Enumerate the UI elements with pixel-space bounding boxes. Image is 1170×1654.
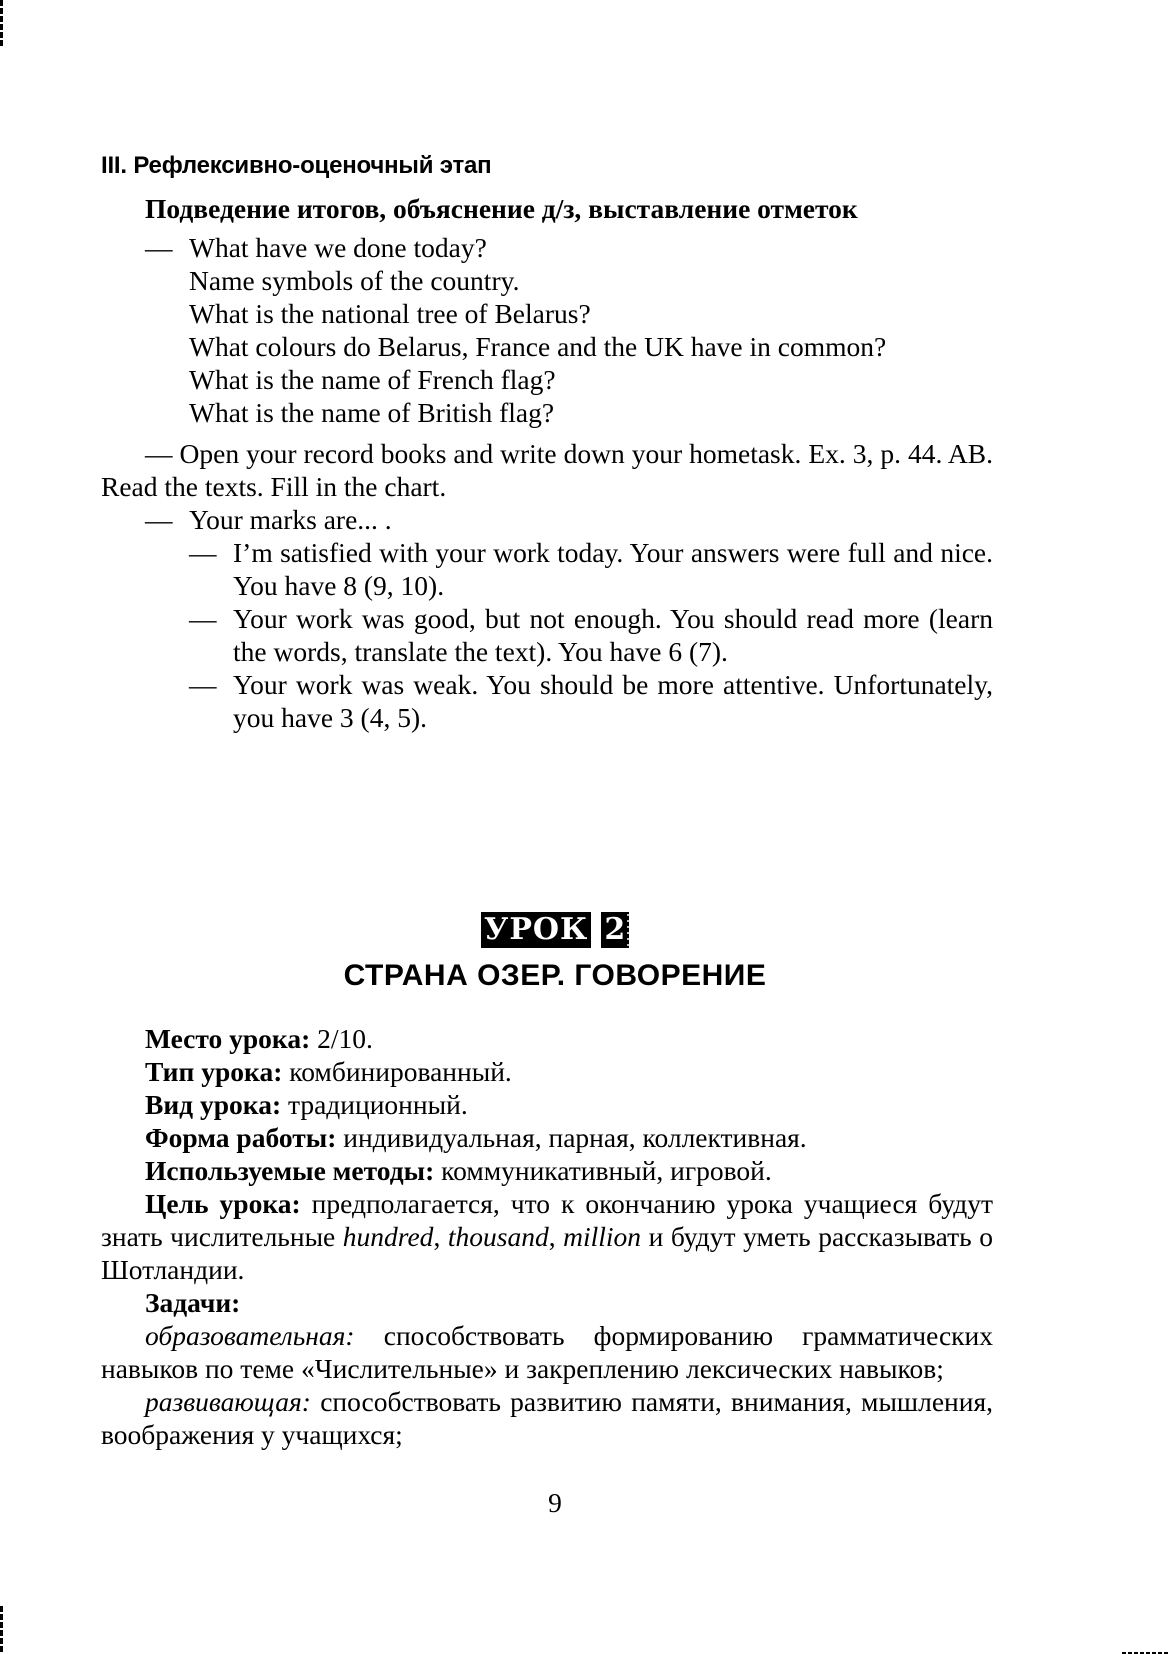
page-number: 9 bbox=[548, 1487, 562, 1518]
reflection-questions bbox=[101, 231, 993, 429]
lesson-info bbox=[101, 1022, 993, 1451]
lesson-badge-word: УРОК bbox=[481, 912, 591, 948]
mark-comment: — I’m satisfied with your work today. Your answers were full and nice. You have 8 (9, 10). bbox=[189, 537, 993, 601]
dash: — bbox=[145, 232, 173, 263]
question-line: What is the name of French flag? bbox=[189, 364, 556, 395]
lesson-badge-number: 2 bbox=[601, 912, 629, 948]
lesson-badge bbox=[481, 912, 629, 948]
section-heading: III. Рефлексивно-оценочный этап bbox=[101, 152, 492, 179]
info-task-developing: развивающая: способствовать развитию памяти, внимания, мышления, воображения у учащихся; bbox=[101, 1386, 993, 1450]
question-line: What is the national tree of Belarus? bbox=[189, 298, 591, 329]
hometask-paragraph: — Open your record books and write down your hometask. Ex. 3, p. 44. AB. Read the texts. Fill in the chart. bbox=[101, 438, 993, 502]
lesson-title: СТРАНА ОЗЕР. ГОВОРЕНИЕ bbox=[343, 959, 767, 992]
info-methods: Используемые методы: коммуникативный, игровой. bbox=[145, 1155, 772, 1186]
info-tasks: Задачи: bbox=[145, 1287, 241, 1318]
question-line: — What have we done today? bbox=[145, 232, 487, 263]
mark-comment: — Your work was weak. You should be more attentive. Unfortunately, you have 3 (4, 5). bbox=[189, 669, 993, 733]
info-goal: Цель урока: предполагается, что к окончанию урока учащиеся будут знать числительные hundred, thousand, million и будут уметь рассказывать о Шотландии. bbox=[101, 1188, 994, 1285]
info-place: Место урока: 2/10. bbox=[145, 1023, 373, 1054]
section-subheading: Подведение итогов, объяснение д/з, выставление отметок bbox=[145, 193, 858, 224]
mark-comment: — Your work was good, but not enough. You should read more (learn the words, translate the text). You have 6 (7). bbox=[189, 603, 993, 667]
info-form: Форма работы: индивидуальная, парная, коллективная. bbox=[145, 1122, 807, 1153]
question-line: What is the name of British flag? bbox=[189, 397, 555, 428]
info-task-educational: образовательная: способствовать формированию грамматических навыков по теме «Числительные» и закреплению лексических навыков; bbox=[101, 1320, 993, 1384]
marks-intro: — Your marks are... . bbox=[145, 504, 392, 535]
page-content bbox=[101, 150, 993, 734]
scan-edge-mark bbox=[0, 1606, 3, 1654]
info-kind: Вид урока: традиционный. bbox=[145, 1089, 468, 1120]
question-line: Name symbols of the country. bbox=[189, 265, 520, 296]
question-line: What colours do Belarus, France and the UK have in common? bbox=[189, 331, 887, 362]
info-type: Тип урока: комбинированный. bbox=[145, 1056, 512, 1087]
scan-edge-mark bbox=[0, 0, 3, 46]
